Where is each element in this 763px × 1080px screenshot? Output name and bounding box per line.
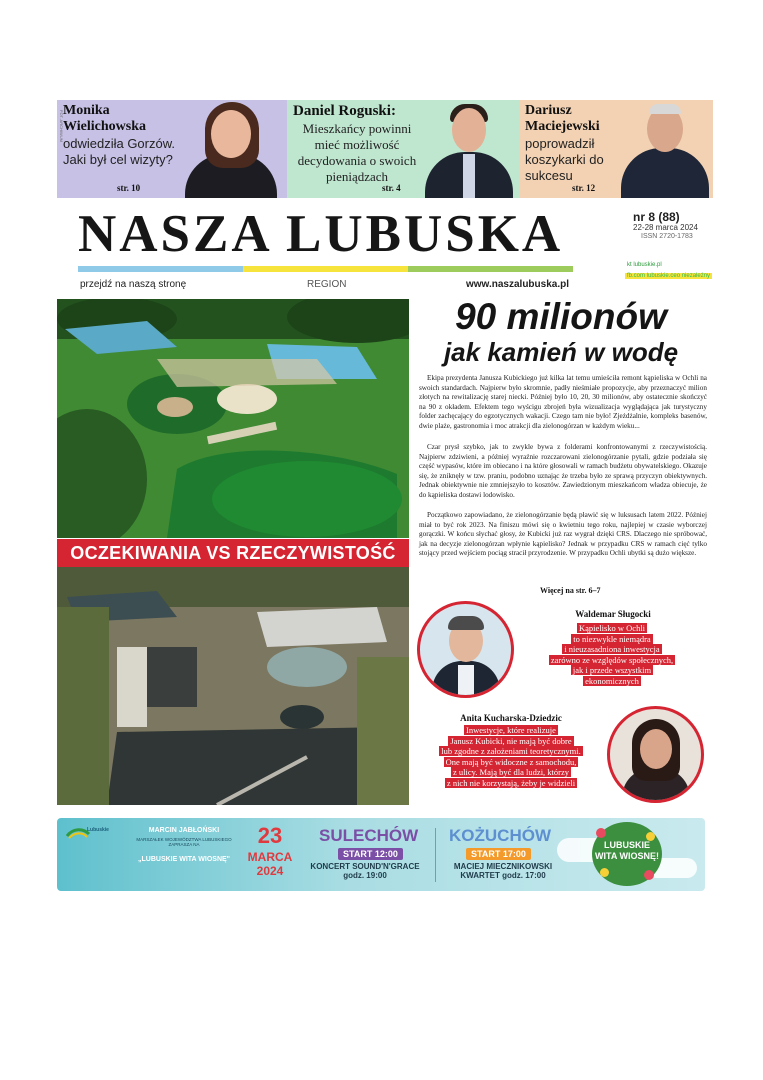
teaser-lead: poprowadził koszykarki do sukcesu (525, 136, 604, 183)
teaser-lead: odwiedziła Gorzów. Jaki był cel wizyty? (63, 136, 175, 167)
quote-line: jak i przede wszystkim (572, 665, 652, 676)
main-subheadline: jak kamień w wodę (443, 337, 679, 367)
comparison-banner: OCZEKIWANIA VS RZECZYWISTOŚĆ (57, 539, 409, 567)
quote-line: lub zgodne z założeniami teoretycznymi. (441, 746, 581, 757)
photo-credit: FOT. ARCHIWUM (59, 110, 64, 142)
event-advertisement[interactable] (57, 818, 705, 891)
teaser-page-ref: str. 4 (382, 183, 401, 193)
visualization-photo (57, 299, 409, 538)
section-label: REGION (307, 279, 347, 290)
article-paragraph: Początkowo zapowiadano, że zielonogórzanie będą pławić się w luksusach latem 2022. Później miał to być rok 2023. Na finiszu mówi się o kwietniu tego roku, najlepiej w czasie wyborczej gorączki. W końcu słychać głosy, że Kubicki już raz wygrał dzięki CRS. Dlaczego nie spróbować, jak na decyzje zielonogórzan wpłynie kąpielisko? Jednak w przypadku CRS w ramach cięć tylko stojący przed wejściem pociąg stracił przyrodzenie. W przypadku Ochli ubytki są dużo większe. (419, 511, 707, 557)
ad-city: KOŻUCHÓW (449, 826, 551, 845)
teaser-page-ref: str. 12 (572, 183, 596, 193)
continued-page-ref[interactable]: Więcej na str. 6–7 (540, 586, 601, 595)
issue-number: nr 8 (88) (633, 210, 680, 224)
ad-event-title: „LUBUSKIE WITA WIOSNĘ" (138, 856, 230, 863)
ad-date-day: 23 (257, 823, 283, 848)
quote-line: z ulicy. Mają być dla ludzi, którzy (452, 767, 570, 778)
main-headline: 90 milionów (455, 296, 667, 337)
quote-line: i nieuzasadniona inwestycja (564, 644, 660, 655)
social-link[interactable]: fb.com lubuskie.ceo niezależny (627, 273, 711, 279)
portrait-photo (617, 100, 713, 198)
website-url[interactable]: www.naszalubuska.pl (466, 279, 569, 290)
masthead-title: NASZA LUBUSKA (78, 205, 564, 263)
ad-badge-text: LUBUSKIE WITA WIOSNĘ! (595, 840, 659, 861)
reality-photo (57, 567, 409, 805)
quote-line: Janusz Kubicki, nie mają być dobre (450, 735, 572, 746)
portrait-kucharska-dziedzic (607, 706, 704, 803)
teaser-name: Daniel Roguski: (293, 103, 396, 119)
portrait-slugocki (417, 601, 514, 698)
color-bar-green (408, 266, 573, 272)
portrait-photo (419, 100, 519, 198)
ad-date-year: 2024 (256, 864, 284, 878)
ad-city: SULECHÓW (319, 826, 419, 845)
nav-link-website[interactable]: przejdź na naszą stronę (80, 279, 187, 290)
portrait-photo (175, 100, 287, 198)
quote-line: z nich nie korzystają, żeby je widzieli (446, 777, 576, 788)
ad-start-time: START 17:00 (466, 848, 531, 860)
teaser-page-ref: str. 10 (117, 183, 141, 193)
teaser-maciejewski[interactable] (519, 100, 713, 198)
teaser-wielichowska[interactable] (57, 100, 287, 198)
teaser-roguski[interactable] (287, 100, 519, 198)
social-link[interactable]: kt lubuskie.pl (627, 262, 662, 268)
quote-author: Anita Kucharska-Dziedzic (460, 713, 562, 723)
quote-line: to niezwykle niemądra (573, 633, 651, 644)
quote-line: zarówno ze względów społecznych, (550, 654, 674, 665)
issn: ISSN 2720-1783 (641, 233, 693, 240)
quote-author: Waldemar Sługocki (575, 609, 651, 619)
teaser-strip (57, 100, 713, 198)
quote-text (516, 623, 708, 687)
quote-line: Kąpielisko w Ochli (578, 623, 646, 633)
teaser-lead: Mieszkańcy powinni mieć możliwość decydowania o swoich pieniądzach (297, 121, 417, 184)
article-paragraph: Ekipa prezydenta Janusza Kubickiego już kilka lat temu umieściła remont kąpieliska w Ochli na swoich standardach. Najpierw było skromnie, padły nieśmiałe propozycje, aby przeznaczyć milion złotych na rewitalizację starej niecki. Później było 10, 20, 30 milionów, aby ostatecznie skończyć na 90 z okładem. Efektem tego wyścigu zbrojeń była wizualizacja wyglądająca jak turystyczny folder zachęcający do egzotycznych wakacji. Czego tam nie było! Zjeżdżalnie, kompleks basenów, dwie plaże, gastronomia i moc atrakcji dla zielonogórzan w każdym wieku... (419, 374, 707, 430)
article-paragraph: Czar prysł szybko, jak to zwykle bywa z folderami konfrontowanymi z rzeczywistością. Najpierw zdziwieni, a później wyraźnie rozczarowani zielonogórzanie pytali, gdzie podziała się część wypasów, które im obiecano i na które głosowali w ramach budżetu obywatelskiego. Okazuje się, że zniknęły w tzw. praniu, podobno uznając że trzeba było ze sprawą przyczyn obiektywnych. Jednak obiektywnie nie zmniejszyło to kosztów. Zawiedzionym mieszkańcom władza obiecuje, że do kąpieliska dostawi lodowisko. (419, 443, 707, 499)
ad-host-role: MARSZAŁEK WOJEWÓDZTWA LUBUSKIEGO ZAPRASZA NA (136, 837, 232, 847)
issue-date: 22-28 marca 2024 (633, 223, 698, 232)
ad-host-name: MARCIN JABŁOŃSKI (148, 827, 220, 834)
quote-line: One mają być widoczne z samochodu, (445, 756, 577, 767)
teaser-name: Dariusz Maciejewski (525, 103, 600, 134)
teaser-name: Monika Wielichowska (63, 103, 146, 134)
ad-divider (435, 828, 436, 882)
ad-start-time: START 12:00 (338, 848, 403, 860)
ad-event-detail: MACIEJ MIECZNIKOWSKI KWARTET godz. 17:00 (453, 862, 553, 880)
color-bar-yellow (243, 266, 408, 272)
quote-line: Inwestycje, które realizuje (466, 725, 556, 735)
ad-date-month: MARCA (247, 850, 293, 864)
ad-event-detail: KONCERT SOUND'N'GRACE godz. 19:00 (310, 862, 420, 880)
ad-logo-text: Lubuskie (87, 827, 109, 833)
quote-line: ekonomicznych (585, 675, 639, 686)
quote-text (418, 725, 604, 789)
color-bar-blue (78, 266, 243, 272)
